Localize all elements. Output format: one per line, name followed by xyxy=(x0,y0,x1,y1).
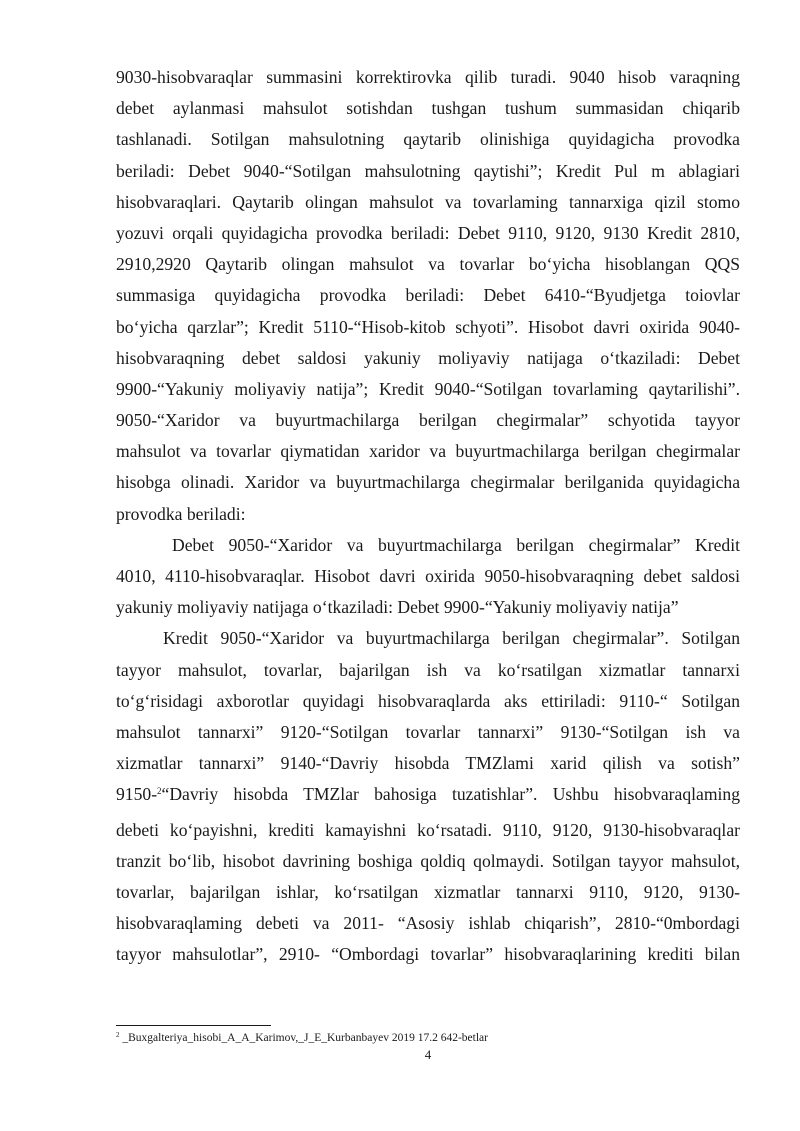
footnote-reference[interactable]: 2 xyxy=(157,786,162,797)
body-line-28: hisobvaraqlaming debeti va 2011- “Asosiy ishlab chiqarish”, 2810-“0mbordagi xyxy=(116,913,740,934)
body-line-17: 4010, 4110-hisobvaraqlar. Hisobot davri oxirida 9050-hisobvaraqning debet saldosi xyxy=(116,566,740,586)
body-line-16: Debet 9050-“Xaridor va buyurtmachilarga berilgan chegirmalar” Kredit xyxy=(172,534,740,555)
footnote xyxy=(116,1031,488,1045)
body-line-8: summasiga quyidagicha provodka beriladi: Debet 6410-“Byudjetga toiovlar xyxy=(116,285,740,306)
body-line-29: tayyor mahsulotlar”, 2910- “Ombordagi tovarlar” hisobvaraqlarining krediti bilan xyxy=(116,944,740,965)
body-line-21: to‘g‘risidagi axborotlar quyidagi hisobvaraqlarda aks ettiriladi: 9110-“ Sotilgan xyxy=(116,690,740,711)
body-line-4: beriladi: Debet 9040-“Sotilgan mahsulotning qaytishi”; Kredit Pul m ablagiari xyxy=(116,160,740,181)
page-number: 4 xyxy=(424,1047,432,1062)
body-line-27: tovarlar, bajarilgan ishlar, ko‘rsatilgan xizmatlar tannarxi 9110, 9120, 9130- xyxy=(116,881,740,902)
body-line-24 xyxy=(116,779,740,810)
body-line-14: hisobga olinadi. Xaridor va buyurtmachilarga chegirmalar berilganida quyidagicha xyxy=(116,472,740,493)
body-line-26: tranzit bo‘lib, hisobot davrining boshiga qoldiq qolmaydi. Sotilgan tayyor mahsulot, xyxy=(116,850,740,871)
body-line-19: Kredit 9050-“Xaridor va buyurtmachilarga berilgan chegirmalar”. Sotilgan xyxy=(163,628,740,649)
body-line-13: mahsulot va tovarlar qiymatidan xaridor va buyurtmachilarga berilgan chegirmalar xyxy=(116,441,740,462)
body-line-20: tayyor mahsulot, tovarlar, bajarilgan ish va ko‘rsatilgan xizmatlar tannarxi xyxy=(116,659,740,680)
body-line-1: 9030-hisobvaraqlar summasini korrektirovka qilib turadi. 9040 hisob varaqning xyxy=(116,67,740,87)
body-line-22: mahsulot tannarxi” 9120-“Sotilgan tovarlar tannarxi” 9130-“Sotilgan ish va xyxy=(116,721,740,742)
body-line-5: hisobvaraqlari. Qaytarib olingan mahsulot va tovarlaming tannarxiga qizil stomo xyxy=(116,191,740,212)
body-line-24-end: “Davriy hisobda TMZlar bahosiga tuzatishlar”. Ushbu hisobvaraqlaming xyxy=(161,784,740,805)
body-line-9: bo‘yicha qarzlar”; Kredit 5110-“Hisob-kitob schyoti”. Hisobot davri oxirida 9040- xyxy=(116,316,740,337)
footnote-mark: 2 xyxy=(116,1031,120,1039)
document-body xyxy=(116,62,740,970)
body-line-2: debet aylanmasi mahsulot sotishdan tushgan tushum summasidan chiqarib xyxy=(116,98,740,119)
footnote-text: _Buxgalteriya_hisobi_A_A_Karimov,_J_E_Kurbanbayev 2019 17.2 642-betlar xyxy=(119,1032,488,1044)
body-line-25: debeti ko‘payishni, krediti kamayishni ko‘rsatadi. 9110, 9120, 9130-hisobvaraqlar xyxy=(116,819,740,840)
body-line-11: 9900-“Yakuniy moliyaviy natija”; Kredit 9040-“Sotilgan tovarlaming qaytarilishi”. xyxy=(116,378,740,399)
body-line-15: provodka beriladi: xyxy=(116,503,246,524)
footnote-separator xyxy=(116,1025,271,1026)
body-line-24-start: 9150- xyxy=(116,784,158,805)
body-line-3: tashlanadi. Sotilgan mahsulotning qaytarib olinishiga quyidagicha provodka xyxy=(116,129,740,150)
body-line-6: yozuvi orqali quyidagicha provodka beriladi: Debet 9110, 9120, 9130 Kredit 2810, xyxy=(116,222,740,243)
body-line-23: xizmatlar tannarxi” 9140-“Davriy hisobda TMZlami xarid qilish va sotish” xyxy=(116,753,740,774)
body-line-7: 2910,2920 Qaytarib olingan mahsulot va tovarlar bo‘yicha hisoblangan QQS xyxy=(116,254,740,275)
body-line-12: 9050-“Xaridor va buyurtmachilarga berilgan chegirmalar” schyotida tayyor xyxy=(116,410,740,431)
body-line-18: yakuniy moliyaviy natijaga o‘tkaziladi: Debet 9900-“Yakuniy moliyaviy natija” xyxy=(116,597,679,618)
body-line-10: hisobvaraqning debet saldosi yakuniy moliyaviy natijaga o‘tkaziladi: Debet xyxy=(116,347,740,368)
